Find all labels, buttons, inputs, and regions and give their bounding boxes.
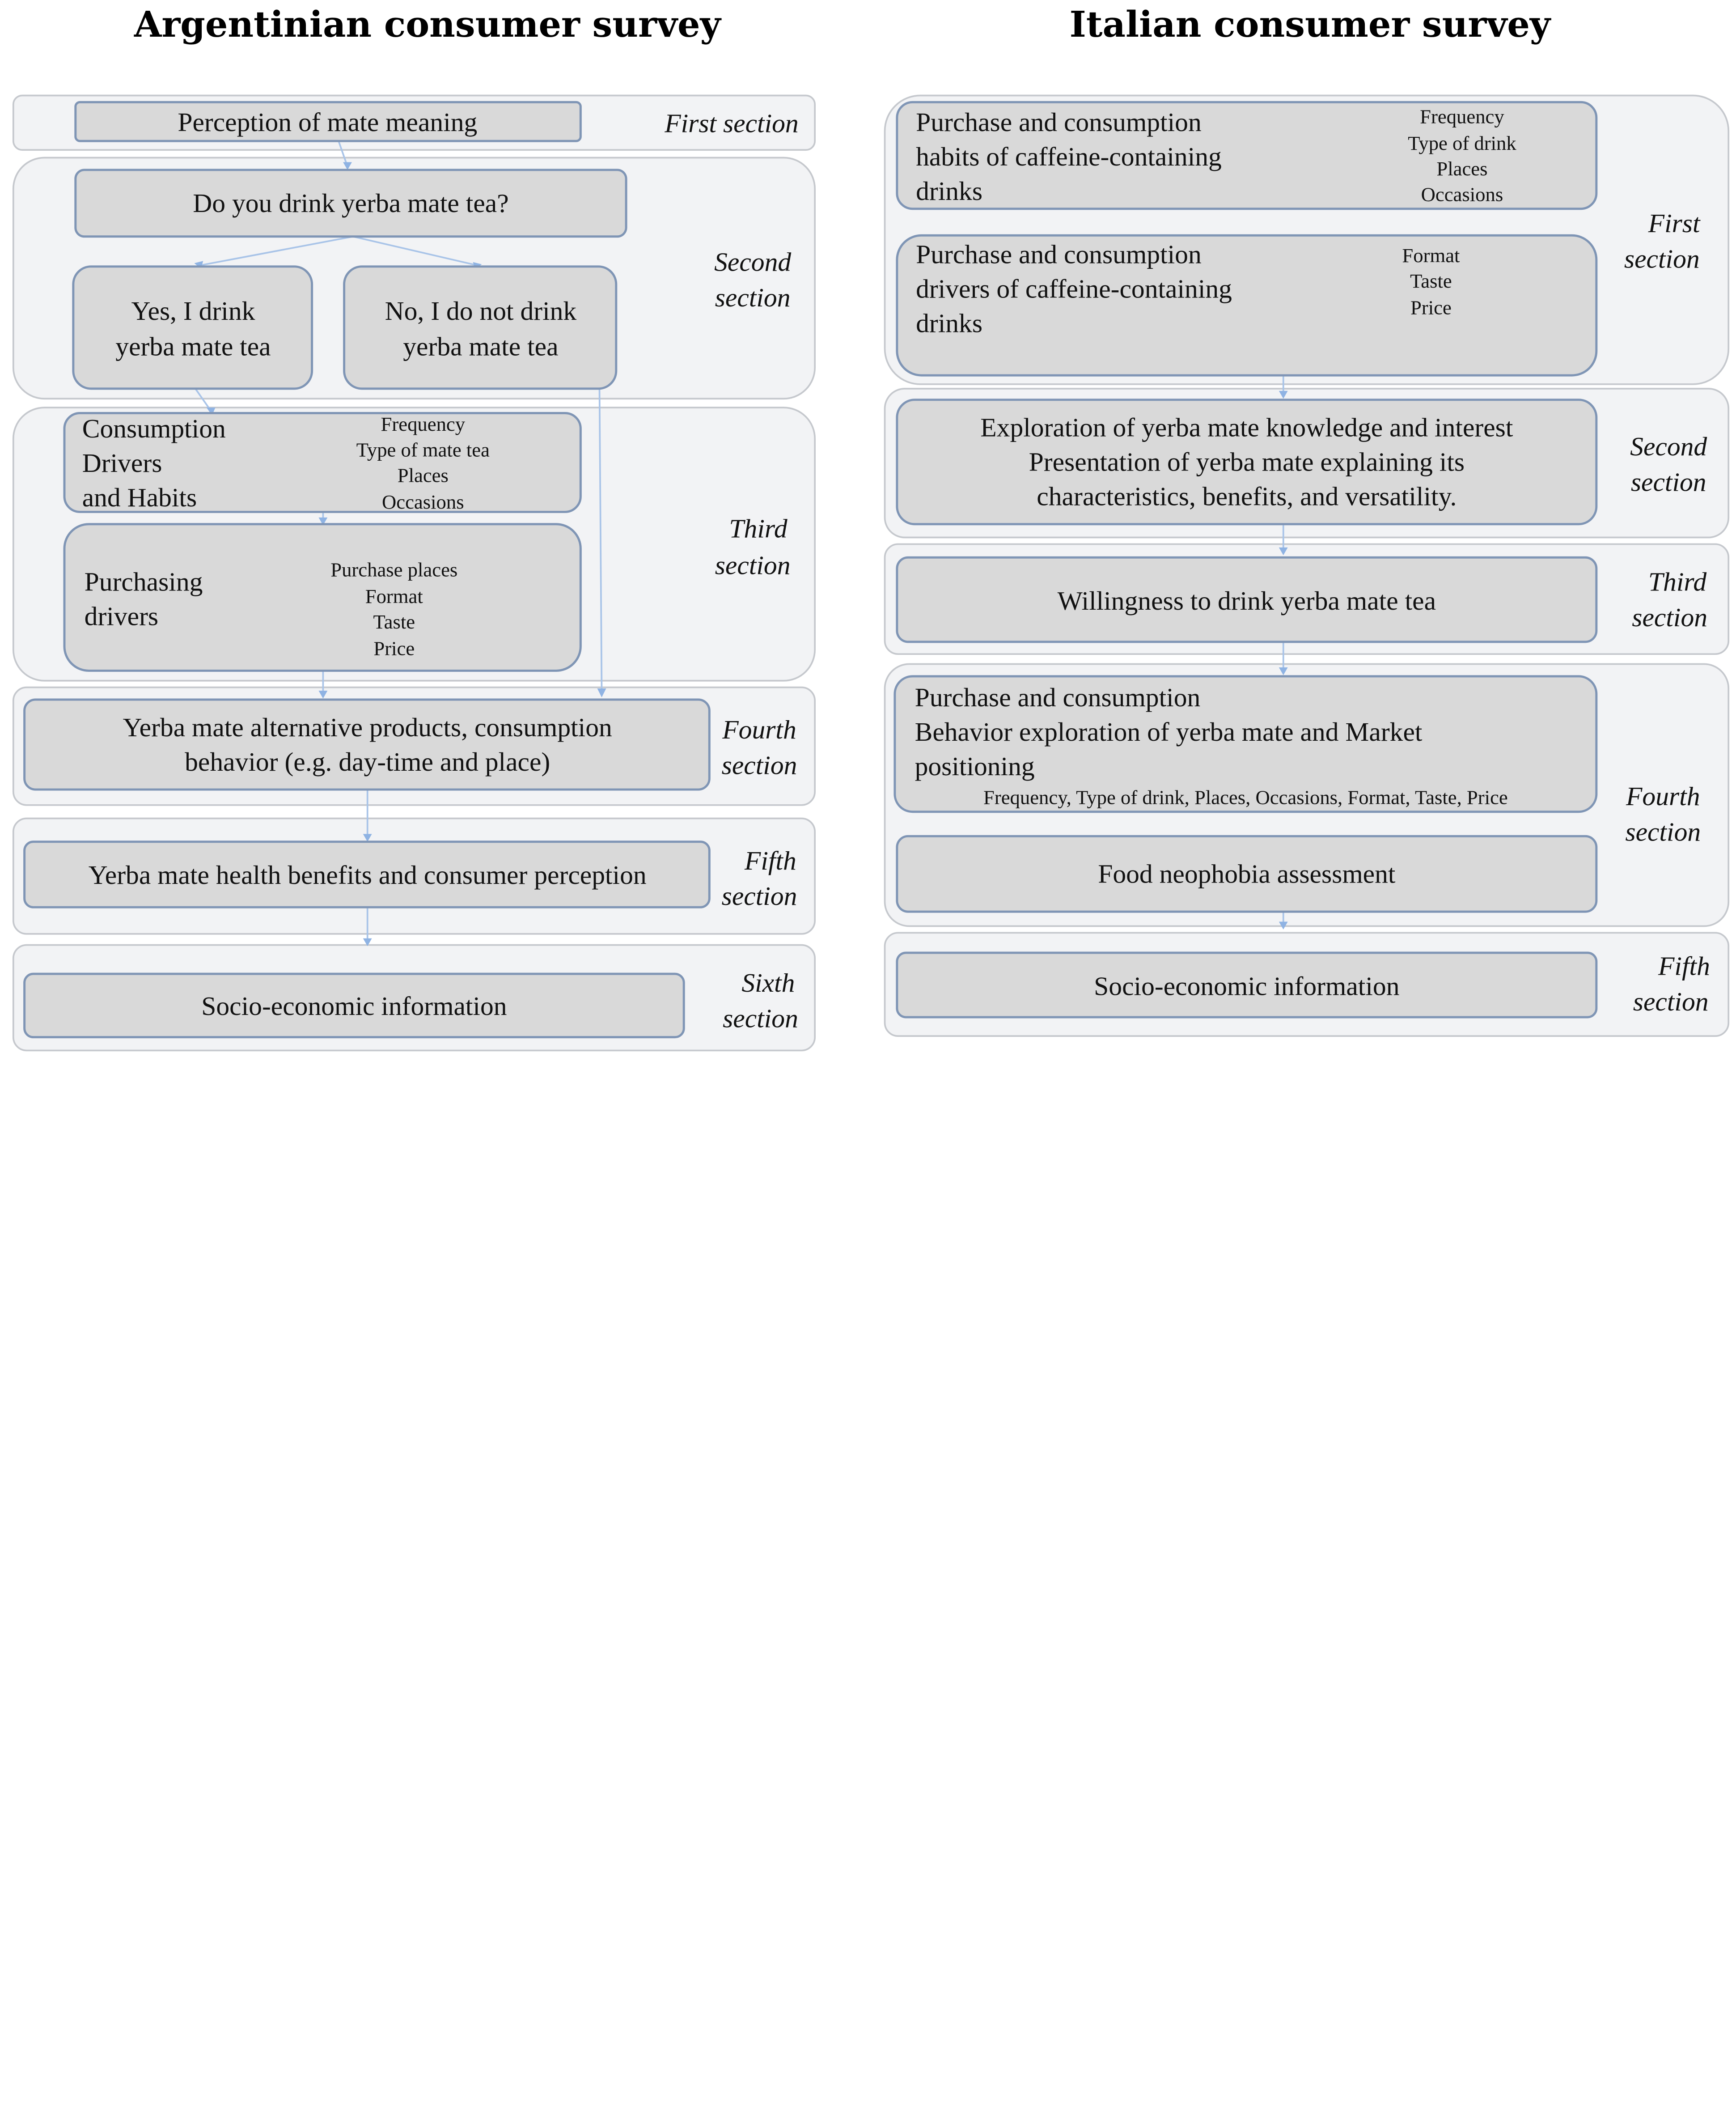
caffeine-habits-item: Places: [1436, 157, 1488, 180]
arg-third-section-label-1: Third: [729, 514, 788, 543]
ita-third-section-label-1: Third: [1648, 567, 1707, 597]
yerba-behavior-line-3: positioning: [915, 751, 1035, 781]
consumption-item: Occasions: [382, 490, 464, 513]
alternative-products-line-1: Yerba mate alternative products, consumption: [123, 712, 612, 742]
purchasing-drivers-box: [64, 524, 580, 671]
ita-second-section-label-1: Second: [1630, 431, 1707, 461]
ita-fourth-section-label-1: Fourth: [1626, 781, 1700, 811]
ita-fifth-section-label-2: section: [1633, 987, 1709, 1017]
willingness-text: Willingness to drink yerba mate tea: [1057, 586, 1436, 616]
arg-second-section-label-2: section: [715, 283, 791, 313]
caffeine-habits-title-line-3: drinks: [916, 176, 983, 206]
consumption-title-line-3: and Habits: [82, 483, 197, 513]
perception-of-mate-meaning-text: Perception of mate meaning: [178, 107, 478, 137]
yes-drink-line-2: yerba mate tea: [115, 331, 271, 361]
yes-drink-line-1: Yes, I drink: [131, 296, 255, 326]
purchasing-title-line-1: Purchasing: [84, 567, 203, 597]
ita-fifth-section-label-1: Fifth: [1658, 951, 1710, 981]
yerba-behavior-line-2: Behavior exploration of yerba mate and Market: [915, 717, 1423, 747]
consumption-item: Places: [397, 464, 449, 487]
yerba-behavior-attributes: Frequency, Type of drink, Places, Occasions, Format, Taste, Price: [983, 786, 1508, 809]
consumption-item: Frequency: [381, 413, 466, 436]
arg-sixth-section-label-1: Sixth: [741, 968, 795, 998]
consumption-item: Type of mate tea: [356, 438, 490, 461]
caffeine-habits-item: Type of drink: [1408, 132, 1516, 155]
caffeine-habits-item: Frequency: [1420, 105, 1504, 128]
purchasing-item: Format: [365, 585, 423, 607]
caffeine-habits-title-line-1: Purchase and consumption: [916, 107, 1202, 137]
italian-survey-title: Italian consumer survey: [1069, 3, 1551, 45]
yerba-behavior-line-1: Purchase and consumption: [915, 682, 1201, 712]
purchasing-item: Purchase places: [330, 558, 458, 581]
arg-second-section-label-1: Second: [714, 247, 792, 277]
knowledge-exploration-line-3: characteristics, benefits, and versatility.: [1037, 481, 1457, 511]
arg-fourth-section-label-1: Fourth: [722, 714, 796, 744]
purchasing-item: Taste: [373, 611, 415, 633]
alternative-products-line-2: behavior (e.g. day-time and place): [185, 747, 550, 777]
caffeine-drivers-title-line-2: drivers of caffeine-containing: [916, 274, 1232, 304]
arg-fourth-section-label-2: section: [721, 750, 797, 780]
no-drink-line-1: No, I do not drink: [385, 296, 577, 326]
argentinian-survey-title: Argentinian consumer survey: [134, 3, 721, 45]
caffeine-drivers-item: Taste: [1410, 269, 1452, 292]
consumption-title-line-2: Drivers: [82, 448, 162, 478]
arg-sixth-section-label-2: section: [723, 1003, 798, 1033]
no-drink-line-2: yerba mate tea: [403, 331, 559, 361]
caffeine-habits-title-line-2: habits of caffeine-containing: [916, 141, 1222, 171]
purchasing-title-line-2: drivers: [84, 601, 159, 631]
ita-first-section-label-2: section: [1624, 244, 1700, 274]
caffeine-habits-item: Occasions: [1421, 183, 1503, 206]
caffeine-drivers-item: Format: [1402, 244, 1460, 267]
food-neophobia-text: Food neophobia assessment: [1098, 859, 1396, 889]
arg-first-section-label: First section: [665, 108, 799, 138]
ita-second-section-label-2: section: [1630, 467, 1706, 497]
ita-first-section-label-1: First: [1648, 208, 1700, 238]
health-benefits-text: Yerba mate health benefits and consumer perception: [88, 860, 647, 890]
yes-drink-box: [73, 267, 312, 389]
arg-fifth-section-label-2: section: [721, 881, 797, 911]
consumption-title-line-1: Consumption: [82, 414, 226, 444]
caffeine-drivers-title-line-1: Purchase and consumption: [916, 239, 1202, 269]
caffeine-drivers-item: Price: [1410, 296, 1452, 319]
no-drink-box: [344, 267, 616, 389]
caffeine-drivers-title-line-3: drinks: [916, 308, 983, 338]
drink-question-text: Do you drink yerba mate tea?: [193, 188, 509, 218]
ita-third-section-label-2: section: [1632, 603, 1708, 633]
arg-fifth-section-label-1: Fifth: [744, 845, 796, 875]
knowledge-exploration-line-2: Presentation of yerba mate explaining its: [1029, 447, 1465, 477]
knowledge-exploration-line-1: Exploration of yerba mate knowledge and interest: [980, 412, 1513, 442]
arg-third-section-label-2: section: [715, 550, 791, 580]
purchasing-item: Price: [373, 637, 415, 660]
arg-socio-economic-text: Socio-economic information: [201, 991, 507, 1021]
ita-fourth-section-label-2: section: [1625, 817, 1701, 847]
ita-socio-economic-text: Socio-economic information: [1094, 971, 1400, 1001]
